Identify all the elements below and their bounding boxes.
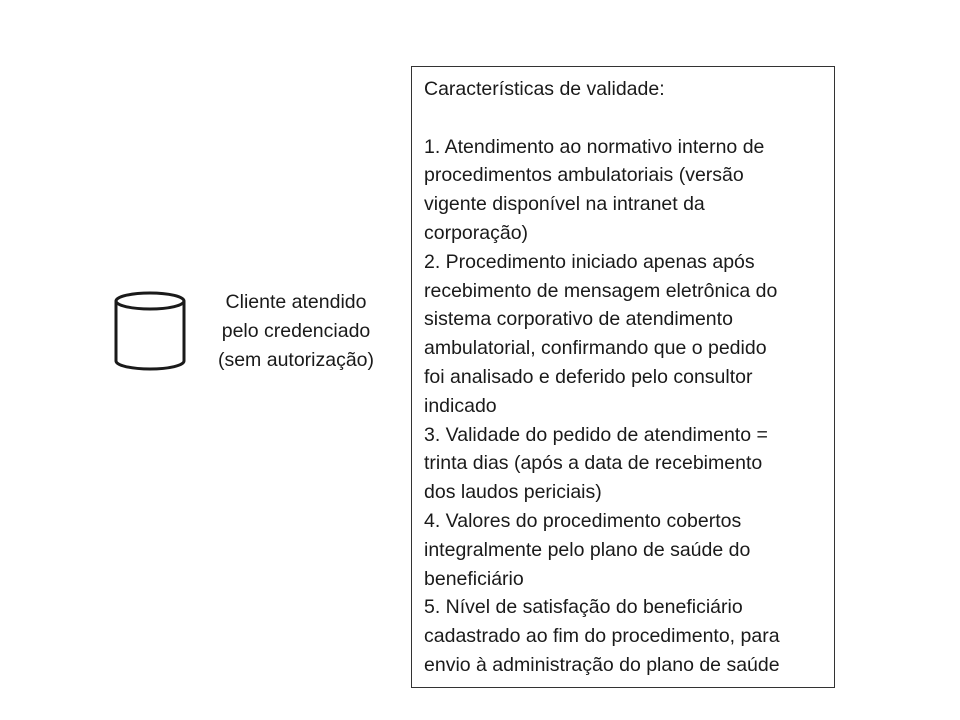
cylinder-shape xyxy=(110,288,194,376)
criteria-line: 4. Valores do procedimento cobertos xyxy=(424,509,742,532)
criteria-line: cadastrado ao fim do procedimento, para xyxy=(424,625,780,648)
criteria-title: Características de validade: xyxy=(424,78,665,100)
criteria-line: 5. Nível de satisfação do beneficiário xyxy=(424,596,743,619)
validity-criteria-box xyxy=(411,66,835,688)
criteria-list xyxy=(424,133,824,680)
client-label-line: pelo credenciado xyxy=(221,320,371,342)
criteria-line: vigente disponível na intranet da xyxy=(424,193,705,216)
criteria-line: indicado xyxy=(424,394,497,417)
client-label xyxy=(196,288,396,375)
database-cylinder-icon xyxy=(110,288,194,376)
criteria-line: dos laudos periciais) xyxy=(424,481,602,504)
criteria-line: beneficiário xyxy=(424,567,524,590)
criteria-line: sistema corporativo de atendimento xyxy=(424,308,733,331)
criteria-line: recebimento de mensagem eletrônica do xyxy=(424,279,778,302)
criteria-line: 2. Procedimento iniciado apenas após xyxy=(424,250,755,273)
criteria-line: ambulatorial, confirmando que o pedido xyxy=(424,337,767,360)
client-label-line: Cliente atendido xyxy=(225,291,367,313)
criteria-line: procedimentos ambulatoriais (versão xyxy=(424,164,744,187)
criteria-line: 1. Atendimento ao normativo interno de xyxy=(424,135,765,158)
criteria-line: 3. Validade do pedido de atendimento = xyxy=(424,423,768,446)
criteria-line: integralmente pelo plano de saúde do xyxy=(424,538,751,561)
criteria-line: envio à administração do plano de saúde xyxy=(424,653,780,676)
criteria-line: corporação) xyxy=(424,221,529,244)
criteria-line: trinta dias (após a data de recebimento xyxy=(424,452,763,475)
client-label-line: (sem autorização) xyxy=(217,349,375,371)
criteria-line: foi analisado e deferido pelo consultor xyxy=(424,365,753,388)
